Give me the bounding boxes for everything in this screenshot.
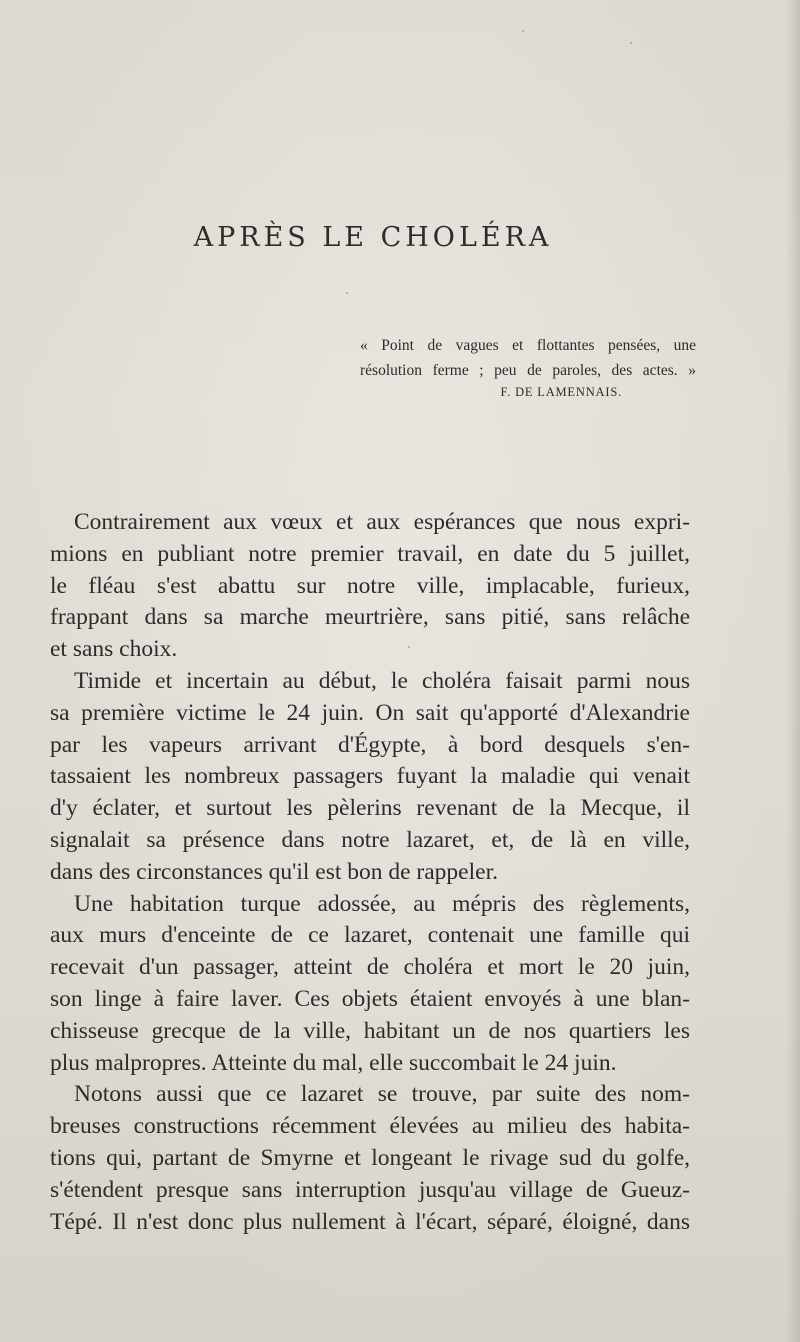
text-line: signalait sa présence dans notre lazaret, et, de là en ville, (50, 826, 690, 853)
text-line: d'y éclater, et surtout les pèlerins revenant de la Mecque, il (50, 795, 690, 822)
text-line: Contrairement aux vœux et aux espérances que nous expri- (74, 509, 690, 535)
text-line: Notons aussi que ce lazaret se trouve, par suite des nom- (74, 1081, 690, 1108)
text-line: dans des circonstances qu'il est bon de rappeler. (50, 858, 498, 885)
text-line: frappant dans sa marche meurtrière, sans pitié, sans relâche (50, 604, 690, 631)
text-line: breuses constructions récemment élevées au milieu des habita- (50, 1113, 690, 1140)
text-line: chisseuse grecque de la ville, habitant un de nos quartiers les (50, 1017, 690, 1044)
text-line: le fléau s'est abattu sur notre ville, implacable, furieux, (50, 572, 690, 599)
text-line: tions qui, partant de Smyrne et longeant le rivage sud du golfe, (50, 1144, 690, 1171)
paper-speck (408, 646, 410, 648)
body-text (50, 507, 690, 1238)
epigraph-line: résolution ferme ; peu de paroles, des actes. » (360, 362, 696, 379)
text-line: tassaient les nombreux passagers fuyant la maladie qui venait (50, 763, 690, 790)
chapter-title: APRÈS LE CHOLÉRA (193, 222, 553, 253)
paragraph (50, 889, 690, 1080)
text-line: mions en publiant notre premier travail, en date du 5 juillet, (50, 540, 690, 567)
paragraph (50, 1079, 690, 1238)
text-line: Tépé. Il n'est donc plus nullement à l'écart, séparé, éloigné, dans (50, 1208, 690, 1235)
text-line: son linge à faire laver. Ces objets étaient envoyés à une blan- (50, 985, 690, 1012)
text-line: Une habitation turque adossée, au mépris des règlements, (74, 890, 690, 917)
paper-speck (522, 30, 524, 32)
paragraph (50, 666, 690, 889)
paper-speck (346, 292, 348, 294)
paper-speck (630, 42, 632, 44)
paragraph (50, 507, 690, 666)
text-line: et sans choix. (50, 636, 178, 663)
epigraph (360, 333, 696, 383)
text-line: par les vapeurs arrivant d'Égypte, à bord desquels s'en- (50, 731, 690, 758)
text-line: aux murs d'enceinte de ce lazaret, contenait une famille qui (50, 922, 690, 949)
text-line: Timide et incertain au début, le choléra faisait parmi nous (74, 667, 690, 694)
text-line: plus malpropres. Atteinte du mal, elle succombait le 24 juin. (50, 1049, 617, 1076)
epigraph-line: « Point de vagues et flottantes pensées, une (360, 337, 696, 354)
epigraph-attribution: F. DE LAMENNAIS. (500, 385, 622, 399)
page-edge-shadow (786, 0, 800, 1342)
text-line: sa première victime le 24 juin. On sait qu'apporté d'Alexandrie (50, 699, 690, 726)
text-line: s'étendent presque sans interruption jusqu'au village de Gueuz- (50, 1176, 690, 1203)
text-line: recevait d'un passager, atteint de choléra et mort le 20 juin, (50, 954, 690, 981)
